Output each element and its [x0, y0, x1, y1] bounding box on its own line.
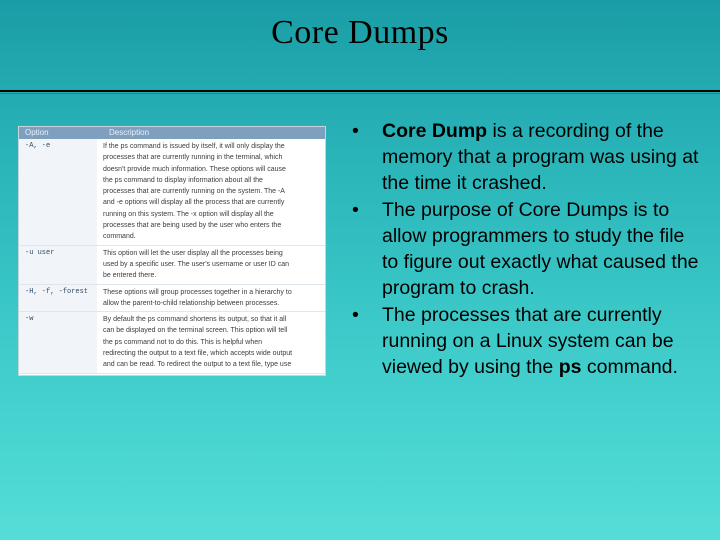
title-divider-shadow [0, 93, 720, 94]
description-line: and -e options will display all the process that are currently [103, 199, 285, 207]
header-option: Option [25, 128, 49, 137]
description-line: processes that are currently running on the system. The -A [103, 188, 285, 196]
title-divider [0, 90, 720, 92]
option-cell: -w [19, 312, 97, 372]
bullet-text: The processes that are currently running on a Linux system can be viewed by using the [382, 304, 674, 378]
bullet-marker: • [352, 199, 359, 221]
bullet-text: is a recording of the memory that a program was using at the time it crashed. [382, 120, 699, 194]
description-cell [97, 285, 325, 312]
bullet-bold-term: Core Dump [382, 120, 488, 142]
description-line: the ps command not to do this. This is helpful when [103, 338, 263, 346]
table-row [19, 312, 325, 373]
description-line: If the ps command is issued by itself, it will only display the [103, 143, 285, 150]
bullet-marker: • [352, 304, 359, 326]
description-line: and can be read. To redirect the output to a text file, type use [103, 361, 292, 369]
description-cell [97, 246, 325, 284]
table-row [19, 139, 325, 246]
description-line: running on this system. The -x option will display all the [103, 210, 274, 218]
description-line: can be displayed on the terminal screen. This option will tell [103, 327, 288, 335]
ps-options-table [18, 126, 326, 376]
bullet-core-dump-definition [352, 118, 702, 196]
description-line: This option will let the user display all the processes being [103, 249, 283, 257]
description-line: processes that are currently running in the terminal, which [103, 154, 283, 162]
header-description: Description [109, 128, 150, 137]
bullet-marker: • [352, 120, 359, 142]
description-line: These options will group processes together in a hierarchy to [103, 288, 292, 296]
table-body [19, 139, 325, 374]
table-row [19, 246, 325, 285]
description-line: By default the ps command shortens its output, so that it all [103, 316, 287, 324]
option-cell: -A, -e [19, 139, 97, 245]
description-line: allow the parent-to-child relationship between processes. [103, 299, 280, 307]
description-line: command. [103, 233, 136, 241]
description-line: redirecting the output to a text file, which accepts wide output [103, 350, 293, 358]
description-line: the ps command to display information about all the [103, 176, 263, 184]
bullet-bold-command: ps [558, 356, 582, 378]
bullet-ps-command [352, 302, 702, 380]
table-row [19, 285, 325, 313]
description-line: processes that are being used by the user who enters the [103, 222, 282, 230]
bullet-text: The purpose of Core Dumps is to allow programmers to study the file to figure out exactly what caused the program to crash. [382, 199, 699, 299]
bullet-list [352, 118, 702, 381]
description-line: be entered there. [103, 272, 157, 280]
bullet-text-end: command. [581, 356, 678, 378]
table-header [19, 127, 325, 139]
description-cell [97, 139, 325, 245]
description-line: used by a specific user. The user's username or user ID can [103, 260, 290, 268]
option-cell: -H, -f, -forest [19, 285, 97, 312]
bullet-core-dump-purpose [352, 197, 702, 301]
slide-title: Core Dumps [271, 14, 449, 51]
description-cell [97, 312, 325, 372]
description-line: doesn't provide much information. These options will cause [103, 165, 286, 173]
option-cell: -u user [19, 246, 97, 284]
